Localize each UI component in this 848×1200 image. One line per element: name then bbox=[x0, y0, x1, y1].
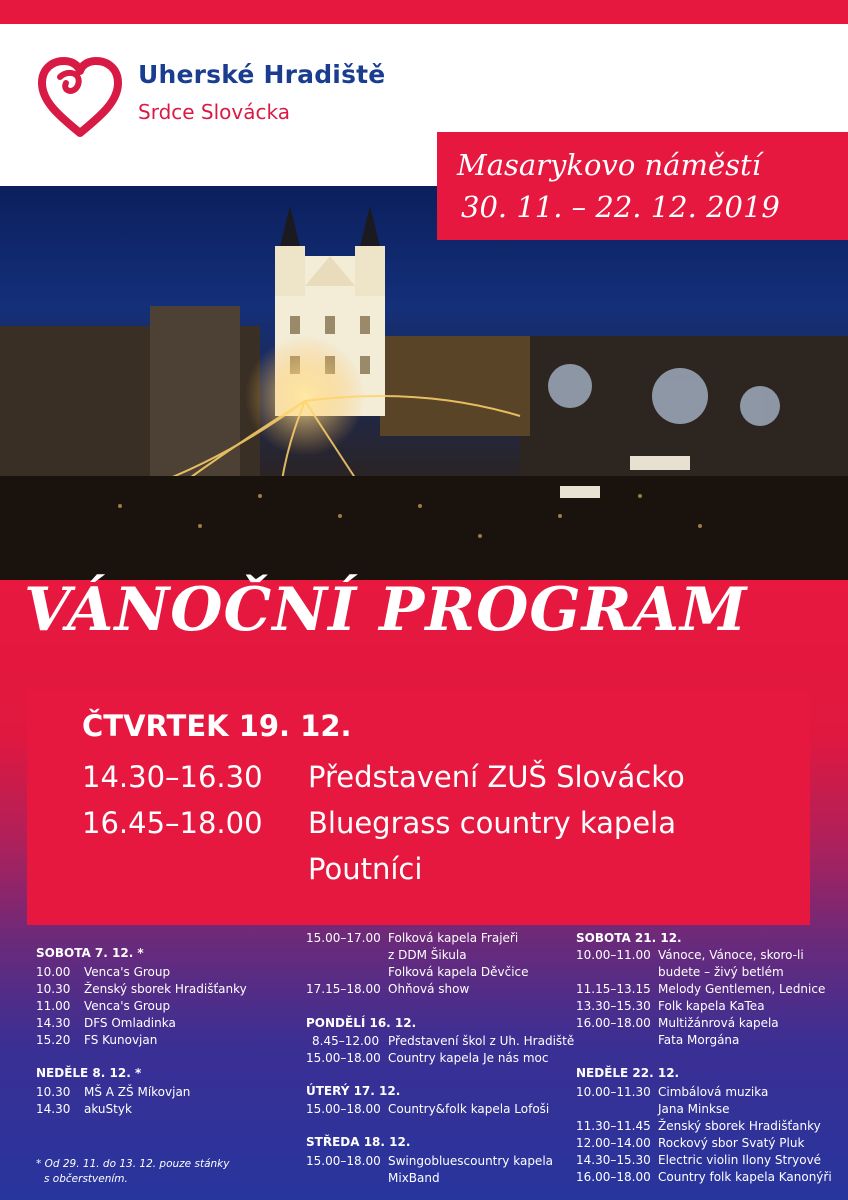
day-heading: NEDĚLE 8. 12. * bbox=[36, 1066, 142, 1080]
heart-logo-icon bbox=[38, 55, 122, 139]
event-name: Rockový sbor Svatý Pluk bbox=[658, 1136, 805, 1150]
event-name: Venca's Group bbox=[84, 999, 171, 1013]
event-name: Melody Gentlemen, Lednice bbox=[658, 982, 826, 996]
highlight-event: Poutníci bbox=[308, 852, 423, 886]
highlight-day: ČTVRTEK 19. 12. bbox=[82, 709, 352, 743]
event-name: Ženský sborek Hradišťanky bbox=[84, 982, 247, 996]
event-name: Vánoce, Vánoce, skoro-li bbox=[658, 948, 804, 962]
event-name: Country folk kapela Kanonýři bbox=[658, 1170, 832, 1184]
event-time: 13.30–15.30 bbox=[576, 999, 651, 1013]
event-time: 14.30 bbox=[36, 1102, 71, 1116]
day-heading: NEDĚLE 22. 12. bbox=[576, 1066, 680, 1080]
day-heading: ÚTERÝ 17. 12. bbox=[306, 1084, 401, 1098]
venue-place: Masarykovo náměstí bbox=[457, 148, 761, 182]
highlight-event: Bluegrass country kapela bbox=[308, 806, 676, 840]
brand-tagline: Srdce Slovácka bbox=[138, 100, 290, 124]
top-red-strip bbox=[0, 0, 848, 24]
event-name: MŠ A ZŠ Míkovjan bbox=[84, 1085, 191, 1099]
event-time: 16.00–18.00 bbox=[576, 1170, 651, 1184]
event-time: 10.00 bbox=[36, 965, 71, 979]
event-time: 10.30 bbox=[36, 982, 71, 996]
event-time: 11.00 bbox=[36, 999, 71, 1013]
night-square-photo bbox=[0, 186, 848, 616]
event-name: FS Kunovjan bbox=[84, 1033, 158, 1047]
event-time: 15.00–17.00 bbox=[306, 931, 381, 945]
event-name: Multižánrová kapela bbox=[658, 1016, 779, 1030]
event-name: akuStyk bbox=[84, 1102, 132, 1116]
footnote-line: * Od 29. 11. do 13. 12. pouze stánky bbox=[36, 1158, 230, 1170]
event-name: Country&folk kapela Lofoši bbox=[388, 1102, 550, 1116]
event-name: DFS Omladinka bbox=[84, 1016, 176, 1030]
event-time: 14.30–15.30 bbox=[576, 1153, 651, 1167]
day-heading: PONDĚLÍ 16. 12. bbox=[306, 1016, 417, 1030]
event-time: 11.30–11.45 bbox=[576, 1119, 651, 1133]
day-heading: SOBOTA 21. 12. bbox=[576, 931, 682, 945]
event-name: Představení škol z Uh. Hradiště bbox=[388, 1034, 575, 1048]
day-heading: STŘEDA 18. 12. bbox=[306, 1135, 411, 1149]
event-time: 15.00–18.00 bbox=[306, 1154, 381, 1168]
event-name: Electric violin Ilony Stryové bbox=[658, 1153, 822, 1167]
event-time: 14.30 bbox=[36, 1016, 71, 1030]
event-name: Folková kapela Frajeři bbox=[388, 931, 519, 945]
event-name: Ženský sborek Hradišťanky bbox=[658, 1119, 821, 1133]
event-time: 11.15–13.15 bbox=[576, 982, 651, 996]
brand-name: Uherské Hradiště bbox=[138, 60, 386, 89]
event-name: budete – živý betlém bbox=[658, 965, 784, 979]
event-time: 10.00–11.00 bbox=[576, 948, 651, 962]
highlight-event: Představení ZUŠ Slovácko bbox=[308, 760, 685, 794]
event-name: Folková kapela Děvčice bbox=[388, 965, 529, 979]
event-name: Jana Minkse bbox=[658, 1102, 730, 1116]
event-time: 17.15–18.00 bbox=[306, 982, 381, 996]
event-time: 12.00–14.00 bbox=[576, 1136, 651, 1150]
venue-dates: 30. 11. – 22. 12. 2019 bbox=[461, 190, 780, 224]
event-name: Country kapela Je nás moc bbox=[388, 1051, 549, 1065]
event-name: z DDM Šikula bbox=[388, 948, 467, 962]
footnote-line: s občerstvením. bbox=[44, 1173, 128, 1185]
event-name: Fata Morgána bbox=[658, 1033, 740, 1047]
event-time: 15.00–18.00 bbox=[306, 1051, 381, 1065]
day-heading: SOBOTA 7. 12. * bbox=[36, 946, 144, 960]
highlight-time: 16.45–18.00 bbox=[82, 806, 263, 840]
event-name: Venca's Group bbox=[84, 965, 171, 979]
event-time: 10.30 bbox=[36, 1085, 71, 1099]
event-time: 15.20 bbox=[36, 1033, 71, 1047]
event-name: Swingobluescountry kapela bbox=[388, 1154, 554, 1168]
event-time: 15.00–18.00 bbox=[306, 1102, 381, 1116]
event-name: MixBand bbox=[388, 1171, 440, 1185]
event-name: Folk kapela KaTea bbox=[658, 999, 765, 1013]
venue-date-box bbox=[437, 132, 848, 240]
event-name: Cimbálová muzika bbox=[658, 1085, 769, 1099]
event-time: 10.00–11.30 bbox=[576, 1085, 651, 1099]
event-name: Ohňová show bbox=[388, 982, 470, 996]
event-time: 16.00–18.00 bbox=[576, 1016, 651, 1030]
event-time: 8.45–12.00 bbox=[312, 1034, 380, 1048]
footnote bbox=[36, 1157, 229, 1187]
highlight-time: 14.30–16.30 bbox=[82, 760, 263, 794]
program-title: VÁNOČNÍ PROGRAM bbox=[24, 575, 748, 645]
